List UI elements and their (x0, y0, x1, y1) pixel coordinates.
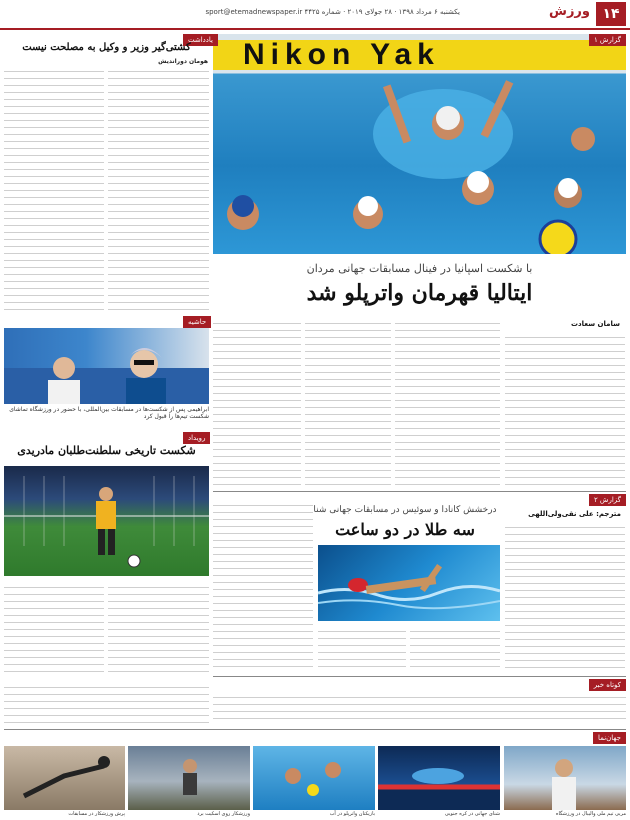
main-article-col-1 (505, 318, 625, 486)
col3-byline: مترجم: علی نقی‌ولی‌اللهی (528, 510, 621, 518)
short-news-body (213, 692, 626, 724)
page-number: ۱۴ (596, 2, 626, 26)
note-col-2 (4, 66, 104, 310)
divider-report2 (213, 491, 626, 492)
skater-illustration (128, 746, 250, 810)
note-label: یادداشت (183, 34, 218, 46)
swimmer-illustration (318, 545, 500, 621)
main-article-col-3 (305, 318, 391, 486)
spectators-illustration (4, 328, 209, 404)
main-article-col-2 (395, 318, 500, 486)
bottom-photo-2 (378, 746, 500, 810)
main-article-col-4 (213, 318, 301, 486)
bottom-caption-2: شنای جهانی در کره جنوبی (444, 811, 500, 817)
jumper-illustration (4, 746, 125, 810)
news-label: رویداد (183, 432, 210, 444)
coach-illustration (504, 746, 626, 810)
report1-label: گزارش ۱ (589, 34, 626, 46)
edge-label: حاشیه (183, 316, 211, 328)
bottom-caption-5: پرش ورزشکار در مسابقات (68, 811, 125, 817)
bottom-photo-4 (128, 746, 250, 810)
swim-col-1 (410, 626, 500, 672)
banner-text: Nikon Yak (243, 38, 440, 71)
divider-short (213, 676, 626, 677)
divider-bottom (4, 729, 626, 730)
swim-headline: سه طلا در دو ساعت (335, 520, 475, 539)
main-photo (213, 34, 626, 254)
news-headline: شکست تاریخی سلطنت‌طلبان مادریدی (17, 444, 196, 457)
world-label: جهان‌نما (593, 732, 626, 744)
bottom-photo-1 (504, 746, 626, 810)
short-news-label: کوتاه خبر (589, 679, 626, 691)
main-headline: ایتالیا قهرمان واترپلو شد (306, 280, 533, 306)
players-illustration (213, 74, 626, 254)
note-headline: کشتی‌گیر وزیر و وکیل به مصلحت نیست (22, 42, 191, 53)
bottom-caption-1: مربی تیم ملی والیبال در ورزشگاه (555, 811, 626, 817)
swim-kicker: درخشش کانادا و سوئیس در مسابقات جهانی شنا (313, 505, 497, 515)
swim-photo (318, 545, 500, 621)
page-header (0, 0, 630, 30)
news-col-1 (108, 582, 209, 672)
goalkeeper-illustration (4, 466, 209, 576)
bottom-photo-5 (4, 746, 125, 810)
note-byline: هومان دورانديش (158, 58, 208, 65)
news-col-2 (4, 582, 104, 672)
edge-caption: ابراهیمی پس از شکست‌ها در مسابقات بین‌المللی، با حضور در ورزشگاه تماشای شکست تیم‌ها را قبول کرد (9, 406, 209, 420)
left-short-body (4, 682, 209, 724)
col2-byline: سامان سعادت (571, 320, 620, 328)
report2-label: گزارش ۲ (589, 494, 626, 506)
waterpolo-illustration (253, 746, 375, 810)
header-meta: sport@etemadnewspaper.ir یکشنبه ۶ مرداد ۱۳۹۸ · ۲۸ جولای ۲۰۱۹ · شماره ۴۴۲۵ (205, 8, 460, 16)
bottom-photo-3 (253, 746, 375, 810)
bottom-caption-3: بازیکنان واترپلو در آب (329, 811, 375, 817)
section-title: ورزش (549, 4, 590, 19)
swim-col-2 (318, 626, 406, 672)
main-kicker: با شکست اسپانیا در فینال مسابقات جهانی مردان (306, 262, 533, 275)
report2-col-1 (505, 522, 625, 672)
report2-col-left (213, 500, 313, 672)
note-col-1 (108, 66, 209, 310)
news-photo (4, 466, 209, 576)
pool-illustration (378, 746, 500, 810)
edge-photo (4, 328, 209, 404)
bottom-caption-4: ورزشکار روی اسکیت برد (197, 811, 250, 817)
